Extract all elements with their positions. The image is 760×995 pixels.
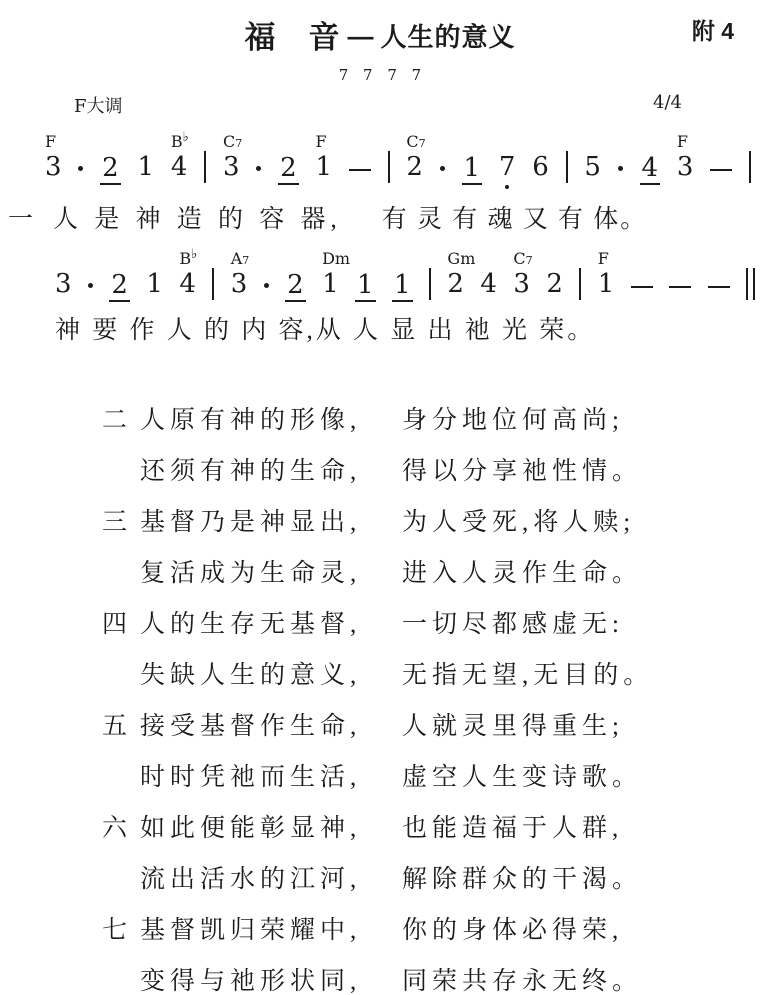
verse-text-left: 失缺人生的意义,	[140, 661, 362, 689]
key-signature: F大调	[74, 96, 123, 117]
note-digit: 2 C7	[406, 132, 426, 182]
note-digit: 2	[111, 270, 128, 301]
verse-line	[0, 560, 760, 611]
title-subtitle: 人生的意义	[380, 22, 516, 52]
barline	[579, 268, 581, 300]
time-signature: 4/4	[653, 92, 682, 113]
lyric-line-1	[8, 204, 760, 235]
music-line-2	[55, 247, 755, 301]
note-digit: 4 B♭	[170, 130, 189, 182]
verse-text-left: 时时凭祂而生活,	[140, 763, 362, 791]
verse-line	[0, 764, 760, 815]
verse-text-left: 基督乃是神显出,	[140, 508, 362, 536]
key-row	[0, 92, 760, 118]
barline	[429, 268, 431, 300]
verse-line	[0, 815, 760, 866]
chord-label: F	[315, 132, 327, 151]
page-title: 福 音	[244, 20, 341, 55]
chord-label: Gm	[447, 249, 476, 269]
verse-text-right: 也能造福于人群,	[402, 814, 624, 842]
chord-label: C7	[406, 132, 426, 151]
verse-line	[0, 917, 760, 968]
verse-text-right: 得以分享祂性情。	[402, 457, 643, 485]
chord-label: B♭	[179, 247, 198, 269]
verse-text-left: 人原有神的形像,	[140, 406, 362, 434]
barline	[566, 151, 568, 183]
barline	[388, 151, 390, 183]
verse-number: 五	[102, 712, 133, 740]
low-octave-dot	[505, 185, 509, 189]
verse-text-left: 复活成为生命灵,	[140, 559, 362, 587]
note-digit: 5	[584, 152, 601, 182]
note-digit: 2	[280, 153, 297, 183]
note-digit: 2	[102, 153, 119, 183]
verse-text-right: 一切尽都感虚无:	[402, 610, 624, 638]
chord-label: F	[45, 132, 57, 151]
double-barline	[746, 268, 755, 300]
verse-number: 一	[8, 206, 34, 233]
note-digit: 3	[55, 269, 72, 300]
verse-line	[0, 458, 760, 509]
verse-number: 七	[102, 916, 133, 944]
verse-number: 二	[102, 406, 133, 434]
chord-label: A7	[230, 249, 250, 269]
note-digit: 7	[499, 154, 516, 180]
note-digit: 3 C7	[513, 249, 533, 300]
barline	[204, 151, 206, 183]
lyric-text: 有 灵 有 魂 又 有 体。	[381, 206, 648, 233]
duration-dot	[264, 283, 269, 297]
verse-line	[0, 509, 760, 560]
title-dash: —	[347, 21, 374, 51]
verse-text-right: 同荣共存永无终。	[402, 967, 643, 995]
duration-dot	[618, 166, 623, 180]
duration-dot	[78, 166, 83, 180]
verse-text-right: 你的身体必得荣,	[402, 916, 624, 944]
note-digit: 2 Gm	[447, 249, 476, 300]
lyric-line-2	[55, 315, 760, 346]
music-line-1	[45, 130, 751, 183]
note-digit: 1	[394, 270, 411, 301]
note-digit: 3 F	[676, 132, 694, 182]
note-digit: 4	[480, 269, 497, 300]
duration-dash	[631, 286, 653, 298]
duration-dot	[440, 166, 445, 180]
barline	[749, 151, 751, 183]
verse-line	[0, 611, 760, 662]
note-digit: 1	[357, 270, 374, 301]
note-digit: 1 F	[315, 132, 332, 182]
note-digit: 4	[641, 153, 659, 183]
note-digit: 3 A7	[230, 249, 250, 300]
duration-dash	[349, 169, 371, 181]
chord-label: C7	[222, 132, 243, 151]
verse-line	[0, 713, 760, 764]
note-digit: 1	[146, 269, 163, 300]
verse-line	[0, 662, 760, 713]
note-digit: 2	[546, 269, 563, 300]
note-digit: 6	[532, 152, 549, 182]
verses-block	[0, 407, 760, 995]
verse-text-left: 接受基督作生命,	[140, 712, 362, 740]
verse-number: 三	[102, 508, 133, 536]
lyric-text: 人 是 神 造 的 容 器,	[53, 206, 342, 233]
note-digit: 2	[287, 270, 304, 301]
verse-text-right: 为人受死,将人赎;	[402, 508, 636, 536]
verse-text-right: 身分地位何高尚;	[402, 406, 624, 434]
verse-text-left: 如此便能彰显神,	[140, 814, 362, 842]
note-digit: 1	[137, 152, 155, 182]
verse-text-right: 解除群众的干渴。	[402, 865, 643, 893]
chord-label: F	[676, 132, 688, 151]
appendix-number: 附 4	[691, 18, 734, 44]
duration-dash	[708, 286, 730, 298]
lyric-text: 神 要 作 人 的 内 容,从 人 显 出 祂 光 荣。	[55, 317, 596, 345]
note-digit: 3 C7	[222, 132, 243, 182]
chord-label: C7	[513, 249, 533, 269]
duration-dot	[256, 166, 261, 180]
note-digit: 1 Dm	[322, 249, 351, 300]
verse-text-right: 无指无望,无目的。	[402, 661, 654, 689]
verse-text-right: 进入人灵作生命。	[402, 559, 643, 587]
verse-text-right: 人就灵里得重生;	[402, 712, 624, 740]
barline	[212, 268, 214, 300]
verse-text-left: 变得与祂形状同,	[140, 967, 362, 995]
verse-line	[0, 866, 760, 917]
note-digit: 1	[463, 153, 481, 183]
chord-label: Dm	[322, 249, 351, 269]
verse-text-left: 流出活水的江河,	[140, 865, 362, 893]
verse-number: 六	[102, 814, 133, 842]
note-digit: 3 F	[45, 132, 62, 182]
verse-text-right: 虚空人生变诗歌。	[402, 763, 643, 791]
verse-line	[0, 407, 760, 458]
verse-text-left: 基督凯归荣耀中,	[140, 916, 362, 944]
verse-line	[0, 968, 760, 995]
chord-label: F	[597, 249, 609, 269]
chord-label: B♭	[170, 130, 189, 151]
duration-dash	[710, 169, 732, 181]
verse-text-left: 人的生存无基督,	[140, 610, 362, 638]
verse-text-left: 还须有神的生命,	[140, 457, 362, 485]
note-digit: 1 F	[597, 249, 615, 300]
verse-number: 四	[102, 610, 133, 638]
note-digit: 4 B♭	[179, 247, 198, 300]
duration-dash	[669, 286, 691, 298]
duration-dot	[88, 283, 93, 297]
meter-label: 7 7 7 7	[338, 66, 427, 84]
header	[0, 0, 760, 57]
